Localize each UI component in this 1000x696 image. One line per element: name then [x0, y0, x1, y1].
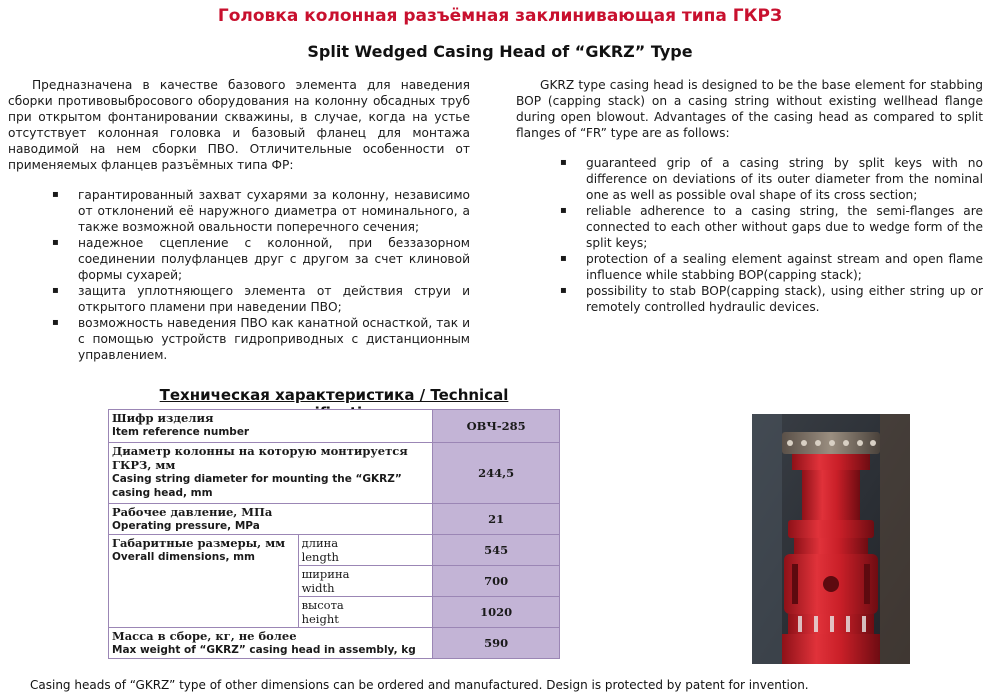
list-item-text: protection of a sealing element against stream and open flame influence while stabbing BOP(capping stack);: [586, 252, 983, 282]
intro-paragraph-ru: Предназначена в качестве базового элемента для наведения сборки противовыбросового оборудования на колонну обсадных труб при открытом фонтанировании скважины, в случае, когда на устье отсутствует колонная головка и базовый фланец для монтажа наводимой на нем сборки ПВО. Отличительные особенности от применяемых фланцев разъёмных типа ФР:: [8, 78, 470, 172]
table-row: [109, 410, 560, 443]
spec-label-en: Overall dimensions, mm: [112, 551, 255, 563]
spec-label-ru: Диаметр колонны на которую монтируется ГКРЗ, мм: [112, 444, 408, 472]
bullet-icon: ▪: [52, 189, 59, 200]
spec-label-pressure: [109, 504, 433, 535]
spec-sublabel-ru: ширина: [301, 567, 350, 581]
casing-head-illustration: [752, 414, 910, 664]
right-column-english: [516, 77, 983, 315]
list-item: [516, 203, 983, 251]
spec-value-width: 700: [433, 566, 560, 597]
spec-value-length: 545: [433, 535, 560, 566]
bullet-icon: ▪: [560, 285, 567, 296]
spec-value-mass: 590: [433, 628, 560, 659]
spec-value-pressure: 21: [433, 504, 560, 535]
spec-label-mass: [109, 628, 433, 659]
spec-label-ru: Габаритные размеры, мм: [112, 536, 286, 550]
spec-label-en: Operating pressure, MPa: [112, 520, 260, 532]
spec-value-item: ОВЧ-285: [433, 410, 560, 443]
list-item: [516, 155, 983, 203]
spec-label-dimensions: [109, 535, 299, 628]
list-item-text: гарантированный захват сухарями за колонну, независимо от отклонений её наружного диаметра от номинального, а также возможной овальности поперечного сечения;: [78, 188, 470, 234]
table-row: [109, 443, 560, 504]
table-row: [109, 504, 560, 535]
spec-sublabel-en: length: [301, 550, 339, 564]
features-list-ru: [8, 187, 470, 363]
list-item-text: possibility to stab BOP(capping stack), using either string up or remotely controlled hydraulic devices.: [586, 284, 983, 314]
page-title-ru: Головка колонная разъёмная заклинивающая типа ГКРЗ: [217, 6, 783, 26]
bullet-icon: ▪: [52, 285, 59, 296]
list-item-text: guaranteed grip of a casing string by split keys with no difference on deviations of its outer diameter from the nominal one as well as possible oval shape of its cross section;: [586, 156, 983, 202]
spec-sublabel-width: [298, 566, 433, 597]
list-item: [8, 283, 470, 315]
list-item-text: reliable adherence to a casing string, the semi-flanges are connected to each other without gaps due to wedge form of the split keys;: [586, 204, 983, 250]
bullet-icon: ▪: [52, 317, 59, 328]
list-item-text: защита уплотняющего элемента от действия струи и открытого пламени при наведении ПВО;: [78, 284, 470, 314]
specs-table: [108, 409, 560, 659]
spec-label-ru: Рабочее давление, МПа: [112, 505, 273, 519]
list-item: [8, 187, 470, 235]
bullet-icon: ▪: [560, 157, 567, 168]
list-item-text: возможность наведения ПВО как канатной оснасткой, так и с помощью устройств гидроприводных с дистанционным управлением.: [78, 316, 470, 362]
list-item: [516, 251, 983, 283]
list-item-text: надежное сцепление с колонной, при беззазорном соединении полуфланцев друг с другом за счет клиновой формы сухарей;: [78, 236, 470, 282]
spec-sublabel-en: width: [301, 581, 335, 595]
specs-title: Техническая характеристика / Technical: [159, 386, 509, 404]
spec-sublabel-ru: длина: [301, 536, 339, 550]
spec-value-height: 1020: [433, 597, 560, 628]
bullet-icon: ▪: [560, 253, 567, 264]
spec-sublabel-length: [298, 535, 433, 566]
list-item: [516, 283, 983, 315]
spec-label-diameter: [109, 443, 433, 504]
spec-value-diameter: 244,5: [433, 443, 560, 504]
spec-label-item: [109, 410, 433, 443]
spec-label-en: Casing string diameter for mounting the “GKRZ” casing head, mm: [112, 473, 402, 499]
spec-label-ru: Масса в сборе, кг, не более: [112, 629, 297, 643]
list-item: [8, 235, 470, 283]
spec-sublabel-en: height: [301, 612, 339, 626]
spec-label-ru: Шифр изделия: [112, 411, 214, 425]
table-row: [109, 628, 560, 659]
left-column-russian: [8, 77, 470, 363]
spec-sublabel-height: [298, 597, 433, 628]
product-photo: [752, 414, 910, 664]
spec-label-en: Max weight of “GKRZ” casing head in assembly, kg: [112, 644, 416, 656]
spec-label-en: Item reference number: [112, 426, 250, 438]
page-title-en: Split Wedged Casing Head of “GKRZ” Type: [307, 42, 693, 61]
intro-paragraph-en: GKRZ type casing head is designed to be the base element for stabbing BOP (capping stack) on a casing string without existing wellhead flange during open blowout. Advantages of the casing head as compared to split flanges of “FR” type are as follows:: [516, 78, 983, 140]
table-row: [109, 535, 560, 566]
features-list-en: [516, 155, 983, 315]
bullet-icon: ▪: [560, 205, 567, 216]
list-item: [8, 315, 470, 363]
footer-note: Casing heads of “GKRZ” type of other dimensions can be ordered and manufactured. Design is protected by patent for invention.: [30, 678, 809, 692]
bullet-icon: ▪: [52, 237, 59, 248]
spec-sublabel-ru: высота: [301, 598, 344, 612]
